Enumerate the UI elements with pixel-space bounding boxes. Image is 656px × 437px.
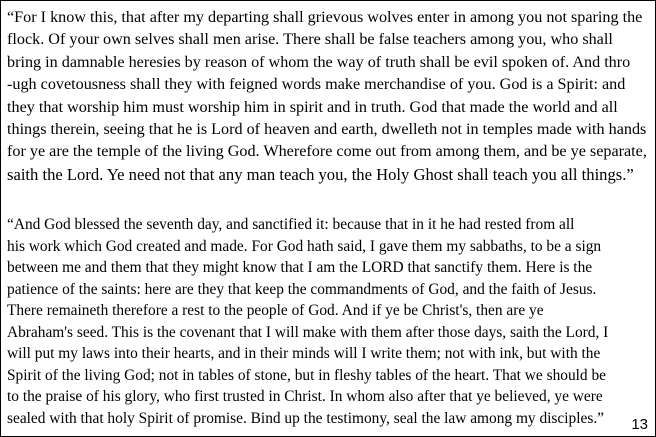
passage-line: bring in damnable heresies by reason of whom the way of truth shall be evil spoken of. And thro — [7, 53, 631, 71]
page-number: 13 — [631, 416, 648, 433]
passage-line: Spirit of the living God; not in tables of stone, but in fleshy tables of the heart. That we should be — [7, 366, 606, 384]
passage-line: sealed with that holy Spirit of promise. Bind up the testimony, seal the law among my disciples.” — [7, 409, 605, 427]
passage-line: between me and them that they might know that I am the LORD that sanctify them. Here is the — [7, 259, 593, 276]
passage-line: patience of the saints: here are they that keep the commandments of God, and the faith of Jesus. — [7, 280, 597, 298]
passage-2 — [0, 214, 608, 429]
passage-line: -ugh covetousness shall they with feigned words make merchandise of you. God is a Spirit: and — [7, 76, 626, 94]
passage-line: saith the Lord. Ye need not that any man teach you, the Holy Ghost shall teach you all things.” — [7, 164, 634, 184]
passage-line: things therein, seeing that he is Lord of heaven and earth, dwelleth not in temples made with hands — [7, 121, 647, 139]
passage-line: “For I know this, that after my departing shall grievous wolves enter in among you not sparing the — [7, 9, 643, 26]
passage-line: “And God blessed the seventh day, and sanctified it: because that in it he had rested from all — [7, 216, 575, 233]
passage-1 — [0, 7, 647, 186]
passage-line: Abraham's seed. This is the covenant that I will make with them after those days, saith the Lord, I — [7, 323, 609, 341]
passage-line: for ye are the temple of the living God. Wherefore come out from among them, and be ye separate, — [7, 143, 647, 161]
passage-line: will put my laws into their hearts, and in their minds will I write them; not with ink, but with the — [7, 345, 601, 362]
passage-line: There remaineth therefore a rest to the people of God. And if ye be Christ's, then are ye — [7, 302, 544, 319]
passage-line: to the praise of his glory, who first trusted in Christ. In whom also after that ye believed, ye were — [7, 388, 603, 405]
passage-line: flock. Of your own selves shall men arise. There shall be false teachers among you, who shall — [7, 31, 613, 49]
passage-line: his work which God created and made. For God hath said, I gave them my sabbaths, to be a sign — [7, 237, 602, 255]
passage-line: they that worship him must worship him in spirit and in truth. God that made the world and all — [7, 98, 618, 116]
